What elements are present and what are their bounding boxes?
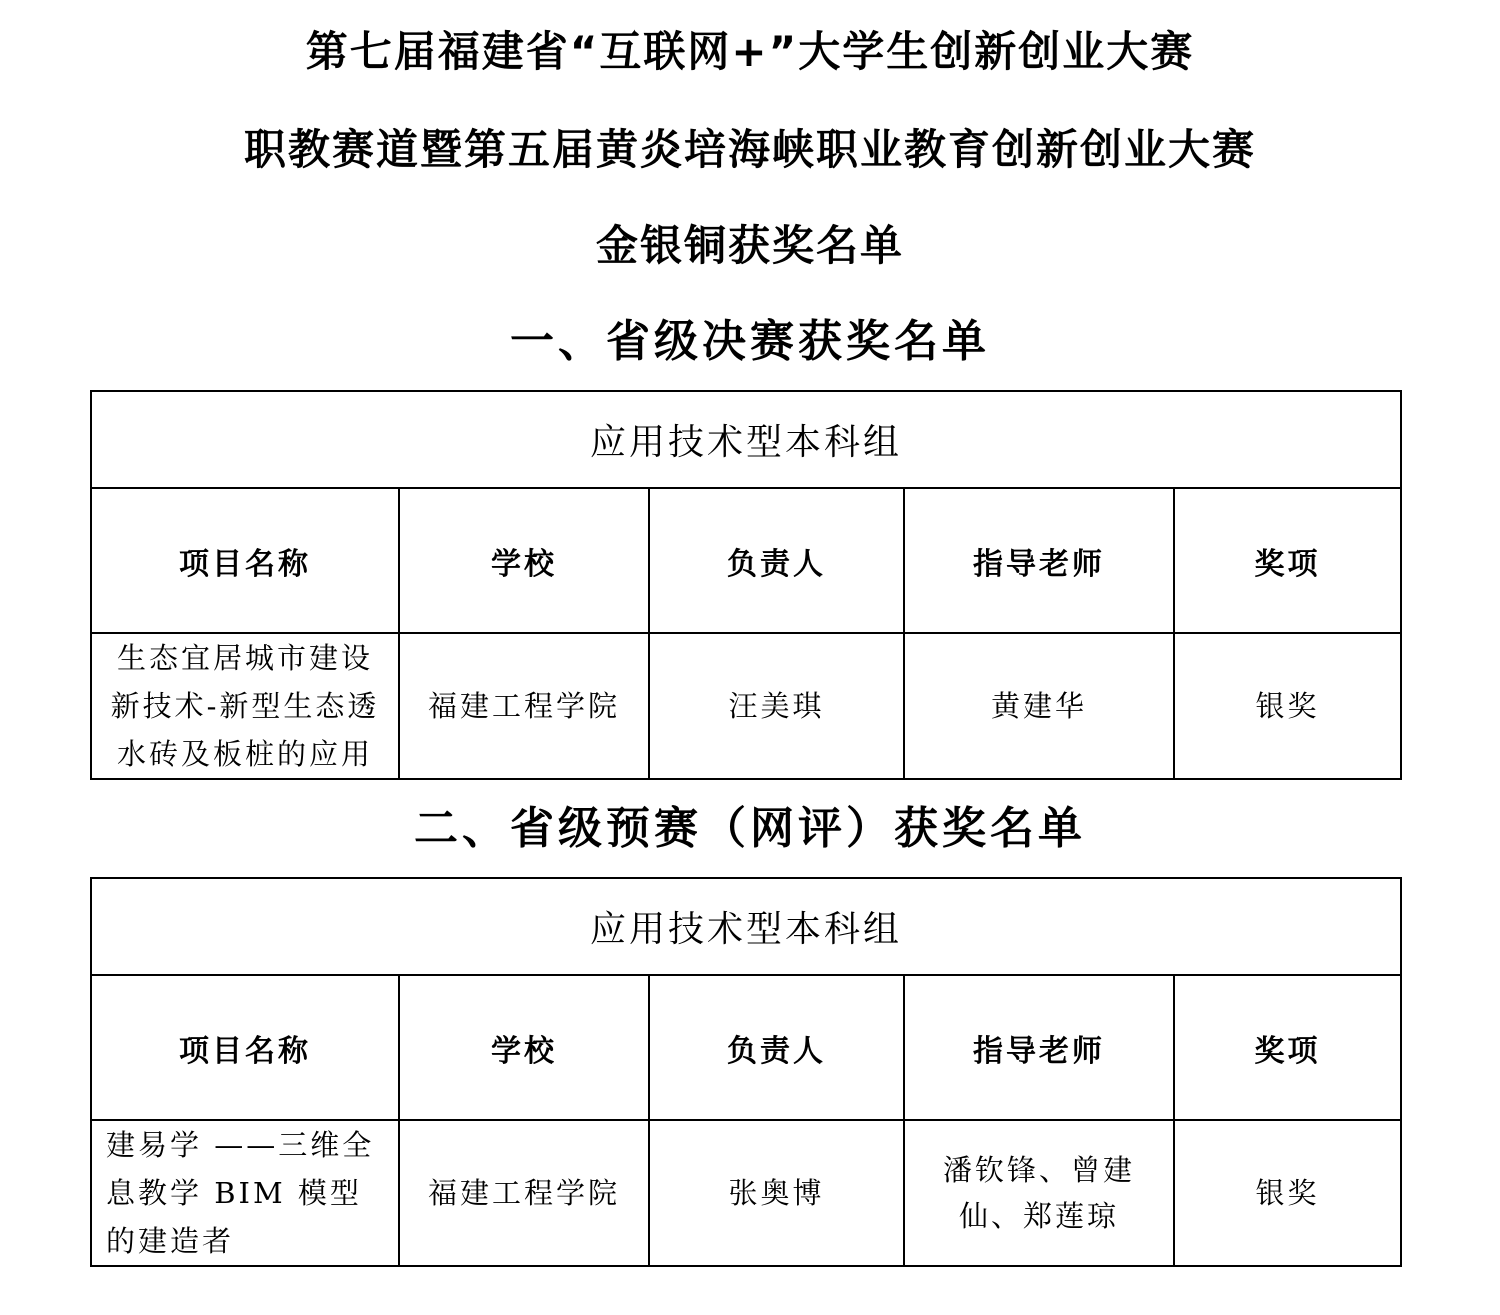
- column-header-leader: 负责人: [649, 975, 904, 1120]
- group-name: 应用技术型本科组: [91, 391, 1401, 488]
- cell-leader: 汪美琪: [649, 633, 904, 779]
- section-heading-preliminary: 二、省级预赛（网评）获奖名单: [414, 803, 1086, 854]
- cell-leader: 张奥博: [649, 1120, 904, 1266]
- column-header-school: 学校: [399, 975, 649, 1120]
- column-header-leader: 负责人: [649, 488, 904, 633]
- column-header-school: 学校: [399, 488, 649, 633]
- column-header-project: 项目名称: [91, 488, 399, 633]
- column-header-award: 奖项: [1174, 975, 1401, 1120]
- cell-school: 福建工程学院: [399, 1120, 649, 1266]
- document-title-line-3: 金银铜获奖名单: [595, 221, 904, 270]
- header-row: [91, 488, 1401, 633]
- cell-school: 福建工程学院: [399, 633, 649, 779]
- group-row: [91, 391, 1401, 488]
- award-table-final: [90, 390, 1402, 780]
- header-row: [91, 975, 1401, 1120]
- cell-project: 生态宜居城市建设新技术-新型生态透水砖及板桩的应用: [91, 633, 399, 779]
- document-title-line-1: 第七届福建省“互联网+”大学生创新创业大赛: [305, 27, 1195, 76]
- column-header-project: 项目名称: [91, 975, 399, 1120]
- table-row: [91, 633, 1401, 779]
- cell-award: 银奖: [1174, 1120, 1401, 1266]
- cell-mentor: 潘钦锋、曾建仙、郑莲琼: [904, 1120, 1174, 1266]
- group-name: 应用技术型本科组: [91, 878, 1401, 975]
- cell-mentor: 黄建华: [904, 633, 1174, 779]
- group-row: [91, 878, 1401, 975]
- cell-award: 银奖: [1174, 633, 1401, 779]
- section-heading-final: 一、省级决赛获奖名单: [510, 316, 990, 367]
- document-title-line-2: 职教赛道暨第五届黄炎培海峡职业教育创新创业大赛: [243, 125, 1256, 174]
- column-header-mentor: 指导老师: [904, 488, 1174, 633]
- table-row: [91, 1120, 1401, 1266]
- award-table-preliminary: [90, 877, 1402, 1267]
- column-header-mentor: 指导老师: [904, 975, 1174, 1120]
- cell-project: 建易学 ——三维全息教学 BIM 模型的建造者: [91, 1120, 399, 1266]
- column-header-award: 奖项: [1174, 488, 1401, 633]
